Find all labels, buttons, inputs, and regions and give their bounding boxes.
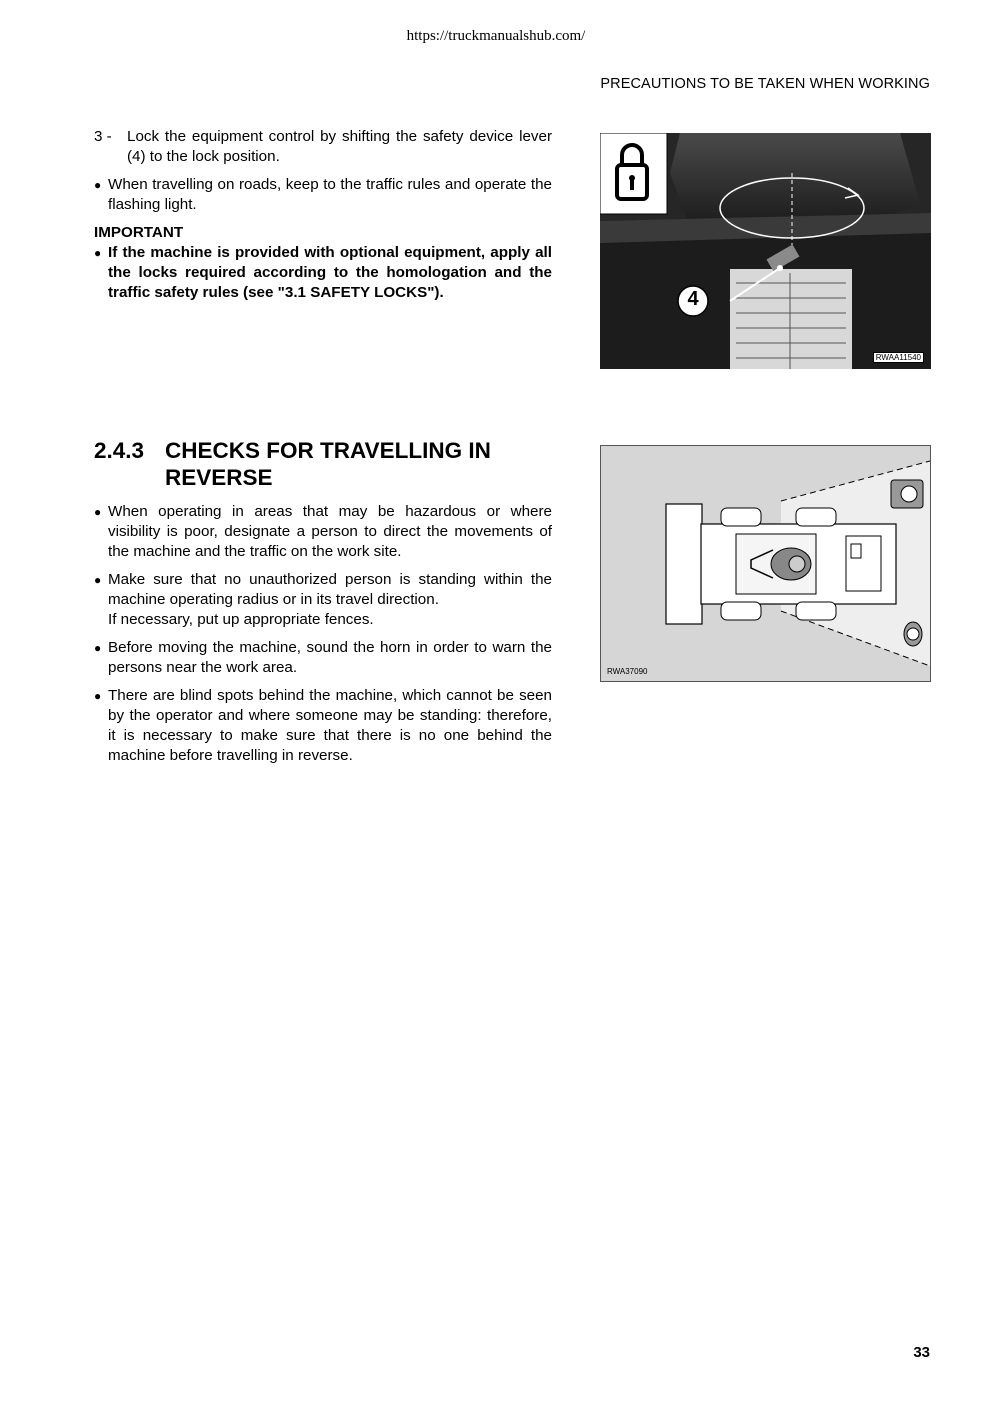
section-number: 2.4.3 xyxy=(94,438,145,463)
important-text: If the machine is provided with optional equipment, apply all the locks required according to the homologation and the traffic safety rules (see "3.1 SAFETY LOCKS"). xyxy=(108,244,552,301)
list-item xyxy=(94,570,552,630)
figure-code: RWAA11540 xyxy=(873,352,924,363)
list-item xyxy=(94,175,552,215)
bullet-icon: ● xyxy=(94,573,102,587)
bullet-icon: ● xyxy=(94,689,102,703)
list-item-text: When travelling on roads, keep to the traffic rules and operate the flashing light. xyxy=(108,176,552,213)
top-text-column xyxy=(94,127,552,303)
reverse-travel-diagram xyxy=(600,445,931,682)
blind-spot-illustration xyxy=(601,446,930,681)
list-item-text: When operating in areas that may be hazardous or where visibility is poor, designate a person to direct the movements of the machine and the traffic on the work site. xyxy=(108,503,552,560)
list-item-text: There are blind spots behind the machine, which cannot be seen by the operator and where someone may be standing: therefore, it is necessary to make sure that there is no one behind the machine before travelling in reverse. xyxy=(108,687,552,764)
site-url: https://truckmanualshub.com/ xyxy=(406,28,586,44)
bullet-icon: ● xyxy=(94,641,102,655)
list-item-extra: If necessary, put up appropriate fences. xyxy=(108,611,374,628)
callout-4: 4 xyxy=(687,288,699,310)
step-number: 3 - xyxy=(94,128,112,145)
step-3 xyxy=(94,127,552,167)
list-item-text: Make sure that no unauthorized person is standing within the machine operating radius or in its travel direction. xyxy=(108,571,552,608)
page-number: 33 xyxy=(913,1344,930,1361)
important-item xyxy=(94,243,552,303)
list-item xyxy=(94,686,552,766)
safety-lever-illustration xyxy=(600,133,931,369)
running-header: PRECAUTIONS TO BE TAKEN WHEN WORKING xyxy=(600,76,930,92)
figure-code: RWA37090 xyxy=(607,667,648,676)
list-item-text: Before moving the machine, sound the horn in order to warn the persons near the work area. xyxy=(108,639,552,676)
list-item xyxy=(94,502,552,562)
safety-lever-photo xyxy=(600,133,931,369)
list-item xyxy=(94,638,552,678)
bullet-icon: ● xyxy=(94,246,102,260)
bullet-icon: ● xyxy=(94,505,102,519)
section-text-column xyxy=(94,502,552,766)
section-title: CHECKS FOR TRAVELLING IN REVERSE xyxy=(165,438,491,490)
bullet-icon: ● xyxy=(94,178,102,192)
important-title: IMPORTANT xyxy=(94,224,184,241)
step-text: Lock the equipment control by shifting the safety device lever (4) to the lock position. xyxy=(127,128,552,165)
